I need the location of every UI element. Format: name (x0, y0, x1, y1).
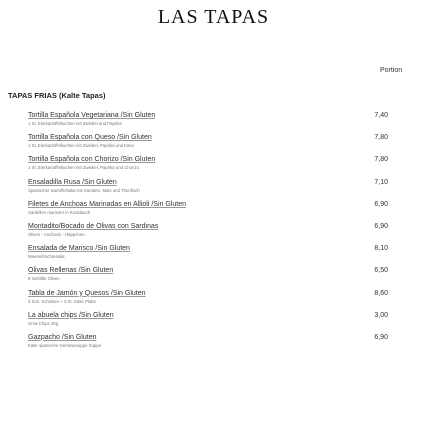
item-price: 6,90 (374, 333, 388, 341)
menu-item[interactable] (28, 312, 418, 334)
item-description: 3 Sch. Schinken + 3 St. Käse Platte (28, 298, 96, 304)
item-price: 6,50 (374, 267, 388, 275)
item-name[interactable]: La abuela chips /Sin Gluten (28, 311, 114, 319)
item-description: 1 St. Eierkartoffelkuchen mit Zwiebel, Paprika und Chorizo (28, 165, 139, 171)
item-price: 6,90 (374, 222, 388, 230)
menu-item[interactable] (28, 156, 418, 178)
menu-item[interactable] (28, 245, 418, 267)
item-description: 1 St. Eierkartoffelkuchen mit Zwiebel und Paprika (28, 121, 122, 126)
item-description: Spanischer Kartoffelsalat mit Karotten, Mais und Thunfisch (28, 187, 140, 193)
item-name[interactable]: Ensaladilla Rusa /Sin Gluten (28, 178, 117, 186)
menu-item[interactable] (28, 112, 418, 134)
item-description: Oma-Chips 30g (28, 320, 59, 326)
menu-item[interactable] (28, 134, 418, 156)
item-description: Oliven - Anchovis - Häppchen (28, 231, 85, 237)
menu-item[interactable] (28, 179, 418, 201)
menu-item[interactable] (28, 223, 418, 245)
item-name[interactable]: Tortilla Española con Chorizo /Sin Gluten (28, 156, 156, 164)
menu-item[interactable] (28, 201, 418, 223)
item-name[interactable]: Tortilla Española Vegetariana /Sin Gluten (28, 112, 156, 119)
item-price: 7,10 (374, 178, 388, 186)
item-price: 8,10 (374, 245, 388, 253)
item-price: 6,90 (374, 200, 388, 208)
item-name[interactable]: Montadito/Bocado de Olivas con Sardinas (28, 222, 159, 230)
item-description: Kalte spanische Gemüsesuppe Suppe (28, 342, 102, 348)
section-title: TAPAS FRIAS (Kalte Tapas) (8, 91, 106, 100)
item-name[interactable]: Olivas Rellenas /Sin Gluten (28, 267, 114, 275)
item-description: Sardellen mariniert in Knoblauch (28, 209, 91, 215)
item-name[interactable]: Tortilla Española con Queso /Sin Gluten (28, 134, 152, 142)
item-description: Meeresfrüchtesalat (28, 254, 65, 260)
menu-item[interactable] (28, 334, 418, 356)
menu-item[interactable] (28, 267, 418, 289)
item-name[interactable]: Tabla de Jamón y Quesos /Sin Gluten (28, 289, 146, 297)
item-price: 8,60 (374, 289, 388, 297)
menu-list (28, 112, 418, 356)
item-description: 1 St. Eierkartoffelkuchen mit Zwiebel, Paprika und Käse (28, 143, 134, 149)
item-name[interactable]: Gazpacho /Sin Gluten (28, 333, 97, 341)
item-price: 7,80 (374, 156, 388, 164)
item-name[interactable]: Filetes de Anchoas Marinadas en Allioli /Sin Gluten (28, 200, 186, 208)
item-description: 8 Gefüllte Oliven (28, 276, 60, 282)
item-name[interactable]: Ensalada de Marisco /Sin Gluten (28, 245, 130, 253)
menu-item[interactable] (28, 290, 418, 312)
portion-column-header: Portion (380, 67, 403, 74)
item-price: 7,40 (374, 112, 388, 119)
item-price: 3,00 (374, 311, 388, 319)
item-price: 7,80 (374, 134, 388, 142)
page-title: LAS TAPAS (157, 6, 270, 28)
